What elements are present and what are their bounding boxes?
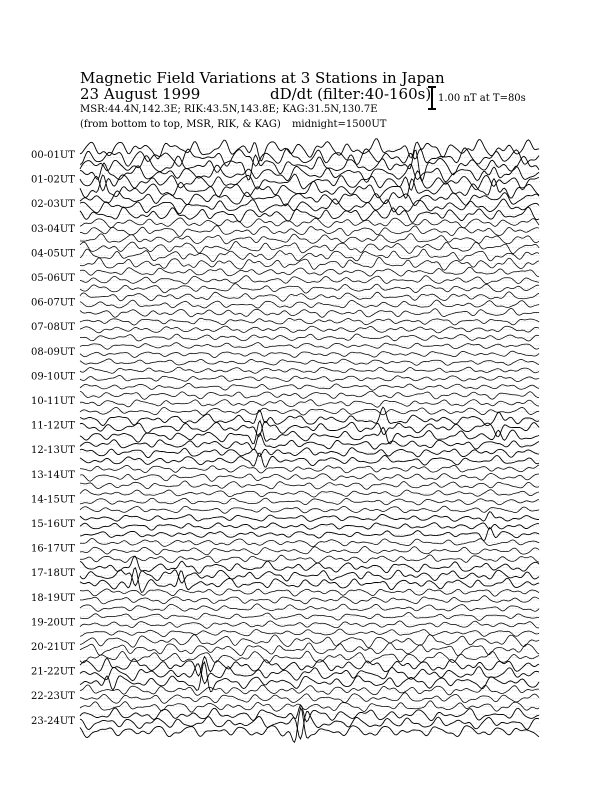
date-label: 23 August 1999 <box>80 85 201 103</box>
row-label: 02-03UT <box>31 199 75 211</box>
trace-kag <box>80 589 539 596</box>
row-label: 12-13UT <box>31 445 75 457</box>
trace-kag <box>80 391 539 399</box>
trace-rik <box>80 474 539 482</box>
row-label: 03-04UT <box>31 223 75 235</box>
chart-title: Magnetic Field Variations at 3 Stations in Japan <box>80 69 445 87</box>
trace-rik <box>80 276 539 284</box>
trace-msr <box>80 604 539 612</box>
row-label: 22-23UT <box>31 691 75 703</box>
trace-kag <box>80 512 539 522</box>
stations-label: MSR:44.4N,142.3E; RIK:43.5N,143.8E; KAG:31.5N,130.7E <box>80 104 378 115</box>
station-order-text: (from bottom to top, MSR, RIK, & KAG) <box>80 119 281 130</box>
row-label: 18-19UT <box>31 592 75 604</box>
trace-rik <box>80 421 539 437</box>
row-label: 17-18UT <box>31 568 75 580</box>
trace-rik <box>80 523 539 531</box>
row-label: 08-09UT <box>31 346 75 358</box>
trace-rik <box>80 448 539 458</box>
trace-kag <box>80 318 539 325</box>
trace-msr <box>80 651 539 663</box>
row-label: 23-24UT <box>31 715 75 727</box>
row-label: 13-14UT <box>31 469 75 481</box>
trace-msr <box>80 453 539 467</box>
row-label: 10-11UT <box>31 396 75 407</box>
row-label: 07-08UT <box>31 322 75 334</box>
trace-rik <box>80 351 539 357</box>
trace-msr <box>80 234 539 244</box>
row-label: 14-15UT <box>31 494 75 506</box>
row-label: 15-16UT <box>31 519 75 530</box>
row-label: 20-21UT <box>31 642 75 653</box>
row-label: 06-07UT <box>31 297 75 309</box>
row-label: 05-06UT <box>31 273 75 284</box>
trace-kag <box>80 163 539 182</box>
trace-rik <box>80 376 539 382</box>
scale-label: 1.00 nT at T=80s <box>438 93 526 104</box>
trace-kag <box>80 407 539 426</box>
midnight-text: midnight=1500UT <box>291 119 387 130</box>
trace-kag <box>80 433 539 449</box>
row-label: 00-01UT <box>31 150 75 161</box>
trace-rik <box>80 400 539 408</box>
row-label: 19-20UT <box>31 617 75 629</box>
trace-kag <box>80 465 539 473</box>
trace-rik <box>80 693 539 704</box>
trace-kag <box>80 657 539 676</box>
row-label: 01-02UT <box>31 174 75 186</box>
row-label: 16-17UT <box>31 543 75 555</box>
filter-label: dD/dt (filter:40-160s) <box>270 85 432 103</box>
row-label: 04-05UT <box>31 248 75 260</box>
row-label: 11-12UT <box>31 420 75 432</box>
trace-rik <box>80 300 539 308</box>
trace-msr <box>80 708 539 742</box>
row-label: 09-10UT <box>31 371 75 383</box>
row-label: 21-22UT <box>31 666 75 678</box>
